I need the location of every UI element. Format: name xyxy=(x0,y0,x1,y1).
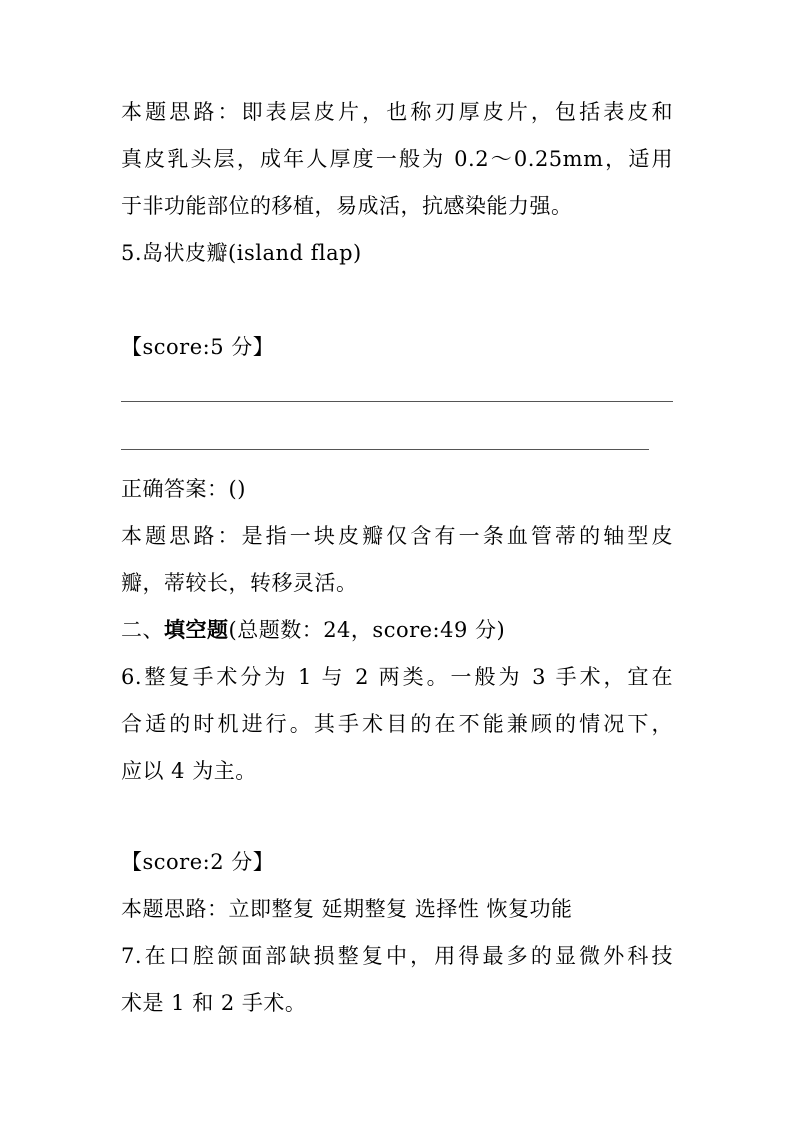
analysis-line: 本题思路：立即整复 延期整复 选择性 恢复功能 xyxy=(121,897,573,921)
question-line: 6.整复手术分为 1 与 2 两类。一般为 3 手术，宜在 xyxy=(121,665,673,689)
analysis-line: 于非功能部位的移植，易成活，抗感染能力强。 xyxy=(121,194,573,218)
answer-rule xyxy=(121,401,673,402)
section-number: 二、 xyxy=(121,618,164,642)
analysis-line: 本题思路：是指一块皮瓣仅含有一条血管蒂的轴型皮 xyxy=(121,524,673,548)
section-title: 填空题 xyxy=(164,617,229,642)
analysis-line: 真皮乳头层，成年人厚度一般为 0.2～0.25mm，适用 xyxy=(121,147,673,171)
analysis-line: 本题思路：即表层皮片，也称刃厚皮片，包括表皮和 xyxy=(121,100,673,124)
score-label: 【score:2 分】 xyxy=(121,850,275,874)
score-label: 【score:5 分】 xyxy=(121,335,275,359)
analysis-line: 瓣，蒂较长，转移灵活。 xyxy=(121,571,358,595)
question-line: 7.在口腔颌面部缺损整复中，用得最多的显微外科技 xyxy=(121,944,673,968)
section-meta: (总题数：24，score:49 分) xyxy=(228,618,506,642)
question-line: 应以 4 为主。 xyxy=(121,759,257,783)
section-heading xyxy=(121,617,505,643)
question-title: 5.岛状皮瓣(island flap) xyxy=(121,241,362,265)
question-line: 术是 1 和 2 手术。 xyxy=(121,991,307,1015)
question-line: 合适的时机进行。其手术目的在不能兼顾的情况下， xyxy=(121,712,673,736)
correct-answer: 正确答案：() xyxy=(121,477,246,501)
answer-rule xyxy=(121,449,649,450)
